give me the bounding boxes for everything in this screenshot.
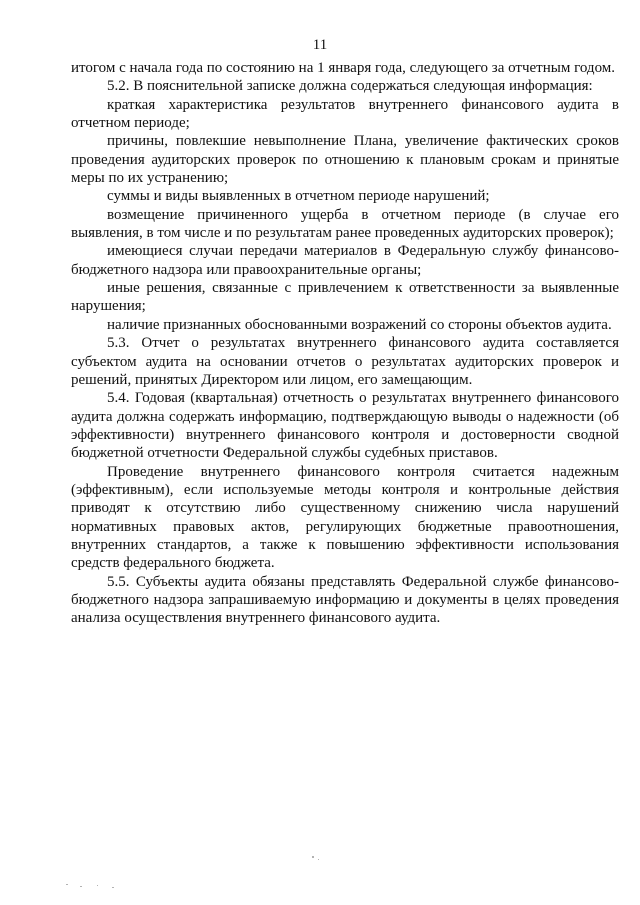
scan-speck [312,856,314,858]
list-item-other-decisions: иные решения, связанные с привлечением к ответственности за выявленные нарушения; [71,280,619,315]
list-item-violations: суммы и виды выявленных в отчетном периоде нарушений; [107,188,490,205]
scan-speck [80,886,82,887]
list-item-reasons: причины, повлекшие невыполнение Плана, увеличение фактических сроков проведения аудиторских проверок по отношению к плановым срокам и принятые меры по их устранению; [71,133,619,187]
list-item-objections: наличие признанных обоснованными возражений со стороны объектов аудита. [107,316,612,333]
scan-speck [97,885,98,886]
paragraph-5-2: 5.2. В пояснительной записке должна содержаться следующая информация: [107,78,593,95]
list-item-damage-compensation: возмещение причиненного ущерба в отчетном периоде (в случае его выявления, в том числе и по результатам ранее проведенных аудиторских проверок); [71,206,619,242]
paragraph-control-reliability: Проведение внутреннего финансового контроля считается надежным (эффективным), если используемые методы контроля и контрольные действия приводят к отсутствию либо существенному снижению числа нарушений нормативных правовых актов, регулирующих бюджетные правоотношения, внутренних стандартов, а также к повышению эффективности использования средств федерального бюджета. [71,463,619,572]
scan-speck [112,887,114,888]
paragraph-5-5: 5.5. Субъекты аудита обязаны представлять Федеральной службе финансово-бюджетного надзора запрашиваемую информацию и документы в целях проведения анализа осуществления внутреннего финансового аудита. [71,573,619,627]
list-item-materials-transfer: имеющиеся случаи передачи материалов в Федеральную службу финансово-бюджетного надзора или правоохранительные органы; [71,243,619,278]
scan-speck [66,884,68,885]
paragraph-continuation: итогом с начала года по состоянию на 1 января года, следующего за отчетным годом. [71,60,616,76]
scan-speck [318,859,319,860]
paragraph-5-4: 5.4. Годовая (квартальная) отчетность о результатах внутреннего финансового аудита должна содержать информацию, подтверждающую выводы о надежности (об эффективности) внутреннего финансового контроля и достоверности сводной бюджетной отчетности Федеральной службы судебных приставов. [71,390,619,462]
page-number: 11 [312,37,328,53]
list-item-audit-summary: краткая характеристика результатов внутреннего финансового аудита в отчетном периоде; [71,96,619,132]
document-body [71,59,619,628]
paragraph-5-3: 5.3. Отчет о результатах внутреннего финансового аудита составляется субъектом аудита на основании отчетов о результатах аудиторских проверок и решений, принятых Директором или лицом, его замещающим. [71,335,619,388]
